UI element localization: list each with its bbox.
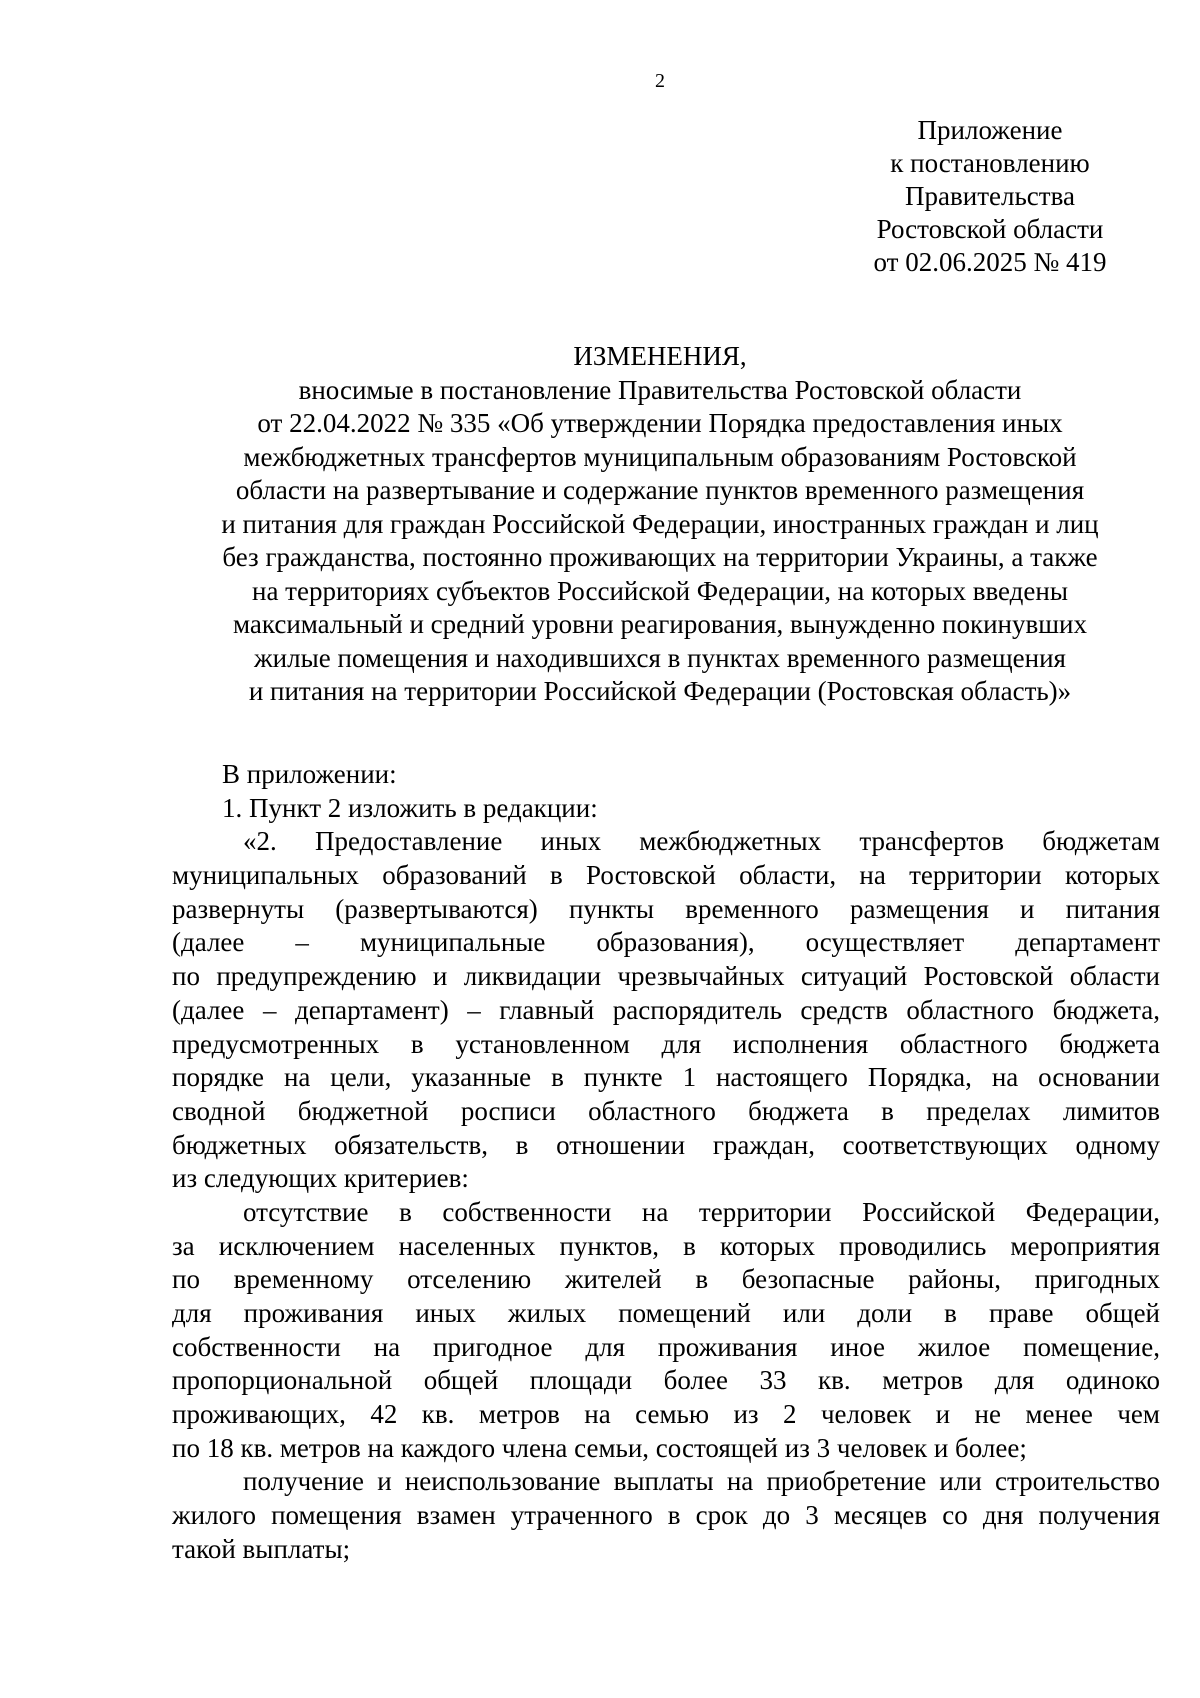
appendix-line: Приложение bbox=[917, 115, 1063, 145]
paragraph-line: жилого помещения взамен утраченного в срок до 3 месяцев со дня получения bbox=[172, 1500, 1160, 1531]
title-line: жилые помещения и находившихся в пунктах временного размещения bbox=[254, 642, 1066, 673]
appendix-block bbox=[840, 114, 1140, 279]
criterion-2 bbox=[172, 1465, 1160, 1566]
paragraph-line: по 18 кв. метров на каждого члена семьи, состоящей из 3 человек и более; bbox=[172, 1432, 1027, 1463]
title-line: и питания для граждан Российской Федерации, иностранных граждан и лиц bbox=[221, 508, 1099, 539]
appendix-line: Ростовской области bbox=[876, 214, 1104, 244]
paragraph-2 bbox=[172, 825, 1160, 1196]
title-line: вносимые в постановление Правительства Ростовской области bbox=[298, 374, 1022, 405]
paragraph-line: такой выплаты; bbox=[172, 1533, 351, 1564]
criterion-1 bbox=[172, 1196, 1160, 1466]
body-item-1: 1. Пункт 2 изложить в редакции: bbox=[222, 792, 598, 823]
title-line: области на развертывание и содержание пунктов временного размещения bbox=[235, 475, 1085, 505]
title-line: и питания на территории Российской Федерации (Ростовская область)» bbox=[248, 676, 1072, 706]
title-line: максимальный и средний уровни реагирования, вынужденно покинувших bbox=[233, 609, 1087, 639]
paragraph-line: (далее – департамент) – главный распорядитель средств областного бюджета, bbox=[172, 994, 1160, 1025]
paragraph-line: (далее – муниципальные образования), осуществляет департамент bbox=[172, 927, 1160, 958]
paragraph-line: собственности на пригодное для проживания иное жилое помещение, bbox=[172, 1331, 1160, 1362]
title-line: от 22.04.2022 № 335 «Об утверждении Порядка предоставления иных bbox=[257, 408, 1063, 438]
paragraph-line: муниципальных образований в Ростовской области, на территории которых bbox=[172, 860, 1160, 891]
paragraph-line: «2. Предоставление иных межбюджетных трансфертов бюджетам bbox=[243, 826, 1160, 857]
page-number: 2 bbox=[655, 70, 665, 92]
paragraph-line: для проживания иных жилых помещений или доли в праве общей bbox=[172, 1298, 1160, 1328]
title-line: на территориях субъектов Российской Федерации, на которых введены bbox=[252, 575, 1068, 606]
paragraph-line: по временному отселению жителей в безопасные районы, пригодных bbox=[172, 1264, 1160, 1295]
title-line: межбюджетных трансфертов муниципальным образованиям Ростовской bbox=[243, 441, 1077, 472]
paragraph-line: по предупреждению и ликвидации чрезвычайных ситуаций Ростовской области bbox=[172, 961, 1160, 992]
paragraph-line: проживающих, 42 кв. метров на семью из 2 человек и не менее чем bbox=[172, 1399, 1160, 1430]
title-line: без гражданства, постоянно проживающих на территории Украины, а также bbox=[222, 542, 1098, 572]
paragraph-line: развернуты (развертываются) пункты временного размещения и питания bbox=[172, 893, 1160, 924]
appendix-line: Правительства bbox=[905, 181, 1075, 211]
paragraph-line: за исключением населенных пунктов, в которых проводились мероприятия bbox=[172, 1230, 1160, 1261]
paragraph-line: отсутствие в собственности на территории Российской Федерации, bbox=[243, 1196, 1160, 1227]
body-intro: В приложении: bbox=[222, 759, 397, 789]
paragraph-line: предусмотренных в установленном для исполнения областного бюджета bbox=[172, 1028, 1160, 1059]
paragraph-line: порядке на цели, указанные в пункте 1 настоящего Порядка, на основании bbox=[172, 1062, 1160, 1093]
appendix-line: от 02.06.2025 № 419 bbox=[873, 247, 1107, 277]
document-body bbox=[172, 758, 1160, 1567]
paragraph-line: из следующих критериев: bbox=[172, 1163, 469, 1194]
paragraph-line: получение и неиспользование выплаты на приобретение или строительство bbox=[243, 1466, 1160, 1497]
title-heading: ИЗМЕНЕНИЯ, bbox=[573, 341, 747, 371]
document-title bbox=[150, 340, 1170, 709]
paragraph-line: сводной бюджетной росписи областного бюджета в пределах лимитов bbox=[172, 1095, 1160, 1126]
paragraph-line: пропорциональной общей площади более 33 кв. метров для одиноко bbox=[172, 1365, 1160, 1396]
appendix-line: к постановлению bbox=[890, 148, 1090, 178]
paragraph-line: бюджетных обязательств, в отношении граждан, соответствующих одному bbox=[172, 1129, 1160, 1160]
